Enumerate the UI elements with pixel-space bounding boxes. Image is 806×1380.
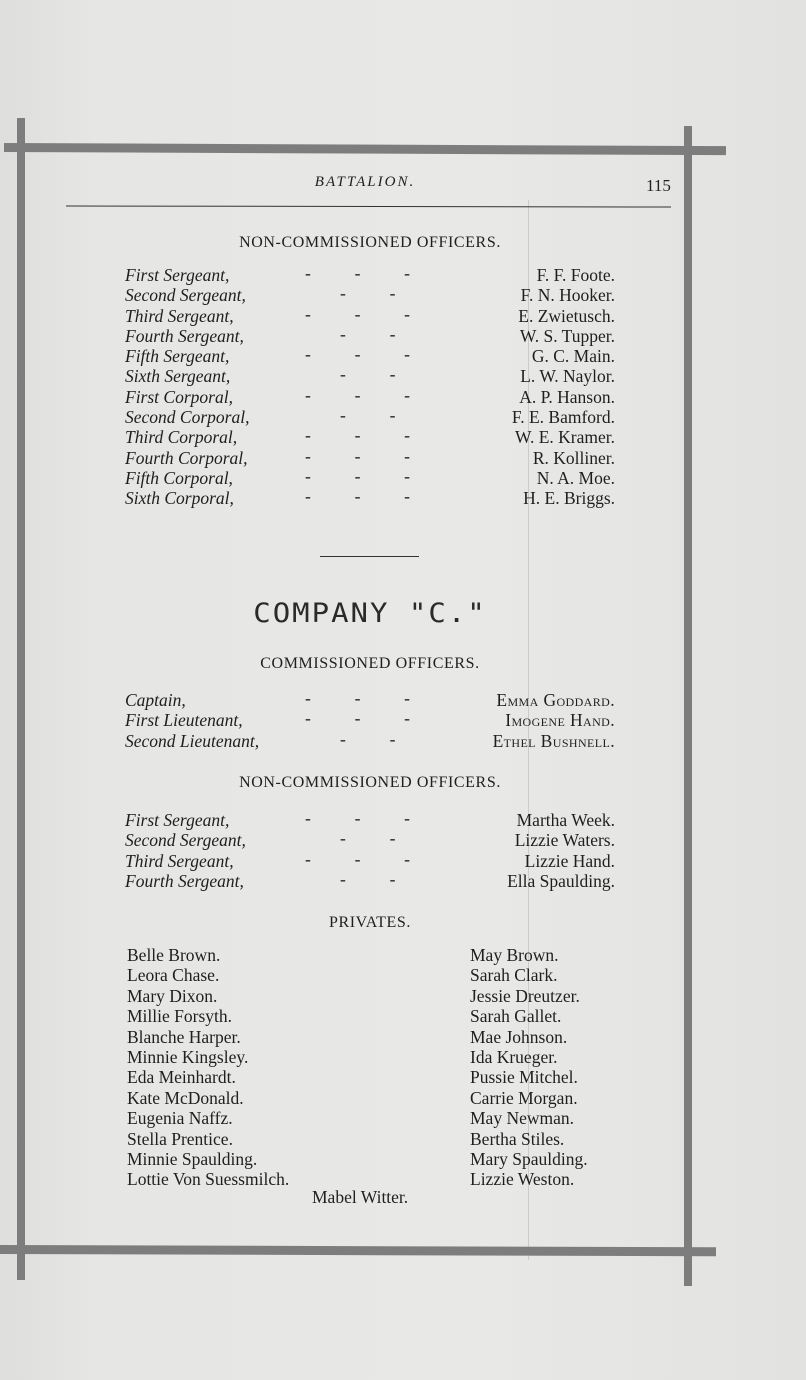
rank-title: Third Sergeant, bbox=[125, 850, 234, 871]
roster-row bbox=[125, 465, 615, 488]
private-name: Belle Brown. bbox=[127, 945, 221, 965]
rank-title: First Corporal, bbox=[125, 386, 233, 407]
rank-title: Fourth Corporal, bbox=[125, 447, 248, 468]
roster-row bbox=[125, 407, 615, 427]
leader-dashes: - - bbox=[340, 323, 396, 344]
leader-dashes: - - - bbox=[305, 263, 410, 283]
rank-title: Second Corporal, bbox=[125, 407, 250, 428]
rank-title: Sixth Sergeant, bbox=[125, 366, 231, 387]
roster-row bbox=[125, 728, 615, 751]
roster-row bbox=[125, 323, 615, 346]
leader-dashes: - - bbox=[340, 728, 396, 749]
leader-dashes: - - bbox=[340, 364, 396, 385]
member-name: H. E. Briggs. bbox=[523, 488, 615, 509]
roster-row bbox=[125, 384, 615, 407]
rank-title: Second Sergeant, bbox=[125, 830, 246, 851]
private-name: Mary Spaulding. bbox=[470, 1149, 588, 1170]
section-divider bbox=[320, 556, 419, 557]
member-name: A. P. Hanson. bbox=[519, 386, 615, 407]
private-name: Jessie Dreutzer. bbox=[470, 985, 580, 1006]
leader-dashes: - - - bbox=[305, 344, 410, 365]
noncommissioned-heading-company: NON-COMMISSIONED OFFICERS. bbox=[239, 774, 501, 791]
roster-row bbox=[125, 868, 615, 891]
roster-row bbox=[125, 346, 615, 366]
member-name: Lizzie Hand. bbox=[524, 850, 615, 871]
roster-row bbox=[125, 810, 615, 830]
roster-row bbox=[125, 488, 615, 508]
roster-row bbox=[125, 366, 615, 386]
commissioned-roster bbox=[125, 690, 615, 751]
private-name: Leora Chase. bbox=[127, 965, 220, 986]
private-name: Minnie Kingsley. bbox=[127, 1047, 249, 1068]
leader-dashes: - - bbox=[340, 868, 396, 889]
member-name: E. Zwietusch. bbox=[518, 305, 615, 326]
frame-right-bar bbox=[684, 126, 692, 1286]
roster-row bbox=[125, 710, 615, 730]
roster-row bbox=[125, 445, 615, 468]
page-number: 115 bbox=[646, 176, 671, 195]
rank-title: Fourth Sergeant, bbox=[125, 325, 244, 346]
private-name: Pussie Mitchel. bbox=[470, 1067, 578, 1088]
rank-title: Third Corporal, bbox=[125, 427, 238, 448]
private-name: May Newman. bbox=[470, 1108, 575, 1129]
member-name: L. W. Naylor. bbox=[520, 366, 615, 387]
leader-dashes: - - - bbox=[305, 445, 410, 466]
member-name: Imogene Hand. bbox=[505, 710, 615, 731]
member-name: Ella Spaulding. bbox=[507, 870, 615, 891]
leader-dashes: - - - bbox=[305, 808, 410, 828]
frame-bottom-bar bbox=[0, 1245, 716, 1256]
private-name: Mary Dixon. bbox=[127, 985, 218, 1006]
leader-dashes: - - - bbox=[305, 848, 410, 869]
member-name: W. S. Tupper. bbox=[519, 325, 615, 346]
rank-title: First Sergeant, bbox=[125, 810, 230, 830]
member-name: Emma Goddard. bbox=[496, 690, 615, 710]
rank-title: Captain, bbox=[125, 690, 186, 710]
member-name: Lizzie Waters. bbox=[514, 830, 615, 851]
rank-title: Second Sergeant, bbox=[125, 285, 246, 306]
member-name: R. Kolliner. bbox=[532, 447, 615, 468]
rank-title: First Sergeant, bbox=[125, 265, 230, 285]
private-name: Bertha Stiles. bbox=[470, 1128, 565, 1149]
company-title: COMPANY "C." bbox=[253, 597, 487, 629]
leader-dashes: - - - bbox=[305, 303, 410, 324]
roster-row bbox=[125, 848, 615, 871]
roster-row bbox=[125, 285, 615, 305]
leader-dashes: - - - bbox=[305, 486, 410, 507]
noncommissioned-heading-top: NON-COMMISSIONED OFFICERS. bbox=[239, 234, 501, 251]
roster-row bbox=[125, 265, 615, 285]
roster-row bbox=[125, 690, 615, 710]
leader-dashes: - - - bbox=[305, 425, 410, 446]
leader-dashes: - - bbox=[340, 283, 396, 304]
member-name: Martha Week. bbox=[516, 810, 615, 830]
private-name: Minnie Spaulding. bbox=[127, 1149, 258, 1170]
noncommissioned-roster-top bbox=[125, 265, 615, 509]
rank-title: Second Lieutenant, bbox=[125, 730, 260, 751]
leader-dashes: - - - bbox=[305, 465, 410, 486]
commissioned-heading: COMMISSIONED OFFICERS. bbox=[260, 655, 480, 672]
member-name: N. A. Moe. bbox=[536, 467, 615, 488]
roster-row bbox=[125, 303, 615, 326]
private-name: Millie Forsyth. bbox=[127, 1006, 233, 1027]
private-name: Stella Prentice. bbox=[127, 1128, 233, 1149]
private-name: Ida Krueger. bbox=[470, 1047, 558, 1068]
private-name: Blanche Harper. bbox=[127, 1026, 241, 1047]
member-name: G. C. Main. bbox=[531, 346, 615, 367]
private-name: Kate McDonald. bbox=[127, 1087, 244, 1108]
member-name: F. E. Bamford. bbox=[511, 407, 615, 428]
frame-left-bar bbox=[17, 118, 25, 1280]
header-rule bbox=[66, 205, 671, 207]
private-name: Eda Meinhardt. bbox=[127, 1067, 236, 1088]
leader-dashes: - - bbox=[340, 405, 396, 426]
rank-title: Fifth Sergeant, bbox=[125, 346, 230, 367]
privates-heading: PRIVATES. bbox=[328, 914, 412, 931]
roster-row bbox=[125, 427, 615, 447]
member-name: W. E. Kramer. bbox=[515, 427, 615, 448]
noncommissioned-roster-company bbox=[125, 810, 615, 891]
private-name: Sarah Clark. bbox=[470, 965, 558, 986]
private-name: Lizzie Weston. bbox=[470, 1169, 575, 1190]
rank-title: Third Sergeant, bbox=[125, 305, 234, 326]
member-name: F. N. Hooker. bbox=[520, 285, 615, 306]
private-name: May Brown. bbox=[470, 945, 559, 965]
rank-title: Sixth Corporal, bbox=[125, 488, 234, 509]
leader-dashes: - - - bbox=[305, 384, 410, 405]
leader-dashes: - - - bbox=[305, 688, 410, 708]
privates-list-right bbox=[470, 945, 588, 1190]
running-title: BATTALION. bbox=[314, 174, 416, 190]
leader-dashes: - - bbox=[340, 828, 396, 849]
roster-row bbox=[125, 830, 615, 850]
frame-top-bar bbox=[4, 143, 726, 155]
rank-title: First Lieutenant, bbox=[125, 710, 243, 731]
member-name: F. F. Foote. bbox=[536, 265, 615, 285]
private-name: Carrie Morgan. bbox=[470, 1087, 578, 1108]
rank-title: Fifth Corporal, bbox=[125, 467, 233, 488]
private-name: Mae Johnson. bbox=[470, 1026, 568, 1047]
private-name: Lottie Von Suessmilch. bbox=[127, 1169, 290, 1190]
member-name: Ethel Bushnell. bbox=[492, 730, 615, 751]
privates-list-left bbox=[127, 945, 289, 1190]
private-name: Eugenia Naffz. bbox=[127, 1108, 233, 1129]
leader-dashes: - - - bbox=[305, 708, 410, 729]
private-name: Sarah Gallet. bbox=[470, 1006, 562, 1027]
rank-title: Fourth Sergeant, bbox=[125, 870, 244, 891]
privates-last-name: Mabel Witter. bbox=[312, 1187, 409, 1207]
